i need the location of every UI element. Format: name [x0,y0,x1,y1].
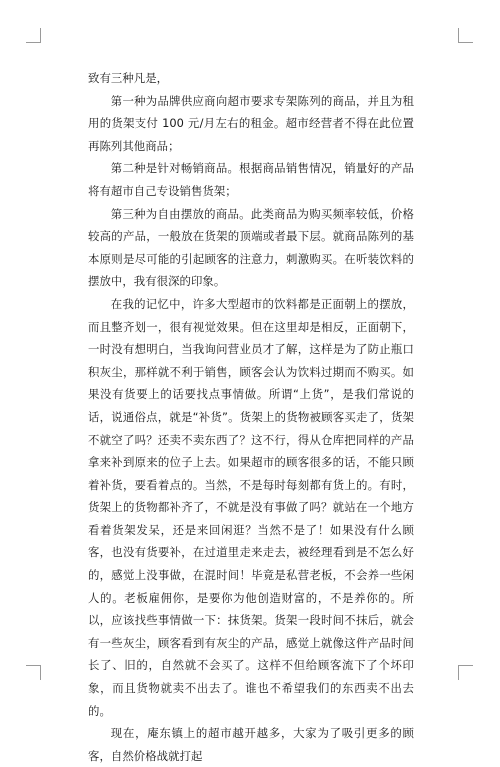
body-text [88,67,414,767]
paragraph-6: 现在，庵东镇上的超市越开越多，大家为了吸引更多的顾客，自然价格战就打起 [88,726,414,763]
paragraph-2: 第一种为品牌供应商向超市要求专架陈列的商品，并且为租用的货架支付 100 元/月左右的租金。超市经营者不得在此位置再陈列其他商品； [88,93,414,153]
paragraph-5: 在我的记忆中，许多大型超市的饮料都是正面朝上的摆放，而且整齐划一，很有视觉效果。但在这里却是相反，正面朝下，一时没有想明白，当我询问营业员才了解，这样是为了防止瓶口积灰尘，那样就不利于销售，顾客会认为饮料过期而不购买。如果没有货要上的话要找点事情做。所谓“上货”，是我们常说的话，说通俗点，就是“补货”。货架上的货物被顾客买走了，货架不就空了吗？还卖不卖东西了？这不行，得从仓库把同样的产品拿来补到原来的位子上去。如果超市的顾客很多的话，不能只顾着补货，要看着点的。当然，不是每时每刻都有货上的。有时，货架上的货物都补齐了，不就是没有事做了吗？就站在一个地方看着货架发呆，还是来回闲逛？当然不是了！如果没有什么顾客，也没有货要补，在过道里走来走去，被经理看到是不怎么好的，感觉上没事做，在混时间！毕竟是私营老板，不会养一些闲人的。老板雇佣你，是要你为他创造财富的，不是养你的。所以，应该找些事情做一下：抹货架。货架一段时间不抹后，就会有一些灰尘，顾客看到有灰尘的产品，感觉上就像这件产品时间长了、旧的，自然就不会买了。这样不但给顾客流下了个坏印象，而且货物就卖不出去了。谁也不希望我们的东西卖不出去的。 [88,296,414,718]
paragraph-1: 致有三种凡是， [88,71,169,85]
paragraph-4: 第三种为自由摆放的商品。此类商品为购买频率较低，价格较高的产品，一般放在货架的顶端或者最下层。就商品陈列的基本原则是尽可能的引起顾客的注意力，刺激购买。在听装饮料的摆放中，我有很深的印象。 [88,206,414,289]
paragraph-3: 第二种是针对畅销商品。根据商品销售情况，销量好的产品将有超市自己专设销售货架； [88,161,414,198]
crop-mark-top-left [26,28,41,43]
crop-mark-bottom-right [458,665,473,680]
crop-mark-bottom-left [26,665,41,680]
crop-mark-top-right [458,28,473,43]
